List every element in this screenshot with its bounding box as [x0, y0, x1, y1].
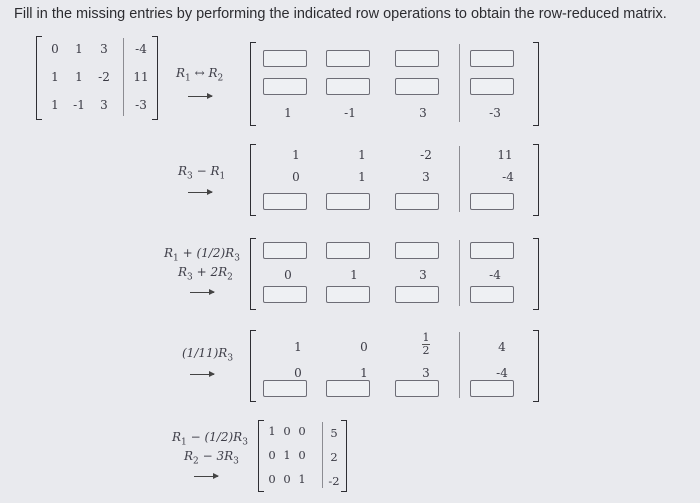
cell: -2 [98, 70, 110, 84]
augment-bar [459, 146, 460, 212]
cell: -4 [489, 268, 501, 282]
cell: -2 [420, 148, 432, 162]
cell: 0 [294, 366, 302, 380]
answer-box[interactable] [326, 50, 370, 67]
cell: 0 [292, 170, 300, 184]
left-bracket [250, 238, 256, 310]
answer-box[interactable] [470, 380, 514, 397]
answer-box[interactable] [470, 50, 514, 67]
answer-box[interactable] [263, 286, 307, 303]
arrow-icon [194, 476, 218, 477]
answer-box[interactable] [263, 193, 307, 210]
left-bracket [258, 420, 264, 492]
left-bracket [36, 36, 42, 120]
right-bracket [341, 420, 347, 492]
answer-box[interactable] [263, 380, 307, 397]
answer-box[interactable] [470, 242, 514, 259]
cell: 2 [330, 450, 338, 464]
answer-box[interactable] [326, 380, 370, 397]
cell: 1 [360, 366, 368, 380]
row-op-label: $(1/11)R_3$ [182, 346, 234, 364]
cell: 3 [422, 170, 430, 184]
cell: 11 [497, 148, 513, 162]
right-bracket [533, 42, 539, 126]
cell: 1 [75, 70, 83, 84]
answer-box[interactable] [470, 193, 514, 210]
cell: 4 [498, 340, 506, 354]
cell: -3 [135, 98, 147, 112]
cell: 1 [294, 340, 302, 354]
row-op-label: $R_3 + 2R_2$ [178, 265, 233, 283]
fraction-numerator: 1 [422, 331, 430, 344]
cell: -4 [496, 366, 508, 380]
cell: 1 [358, 148, 366, 162]
cell: 0 [298, 424, 306, 438]
cell: 1 [75, 42, 83, 56]
cell: 0 [268, 472, 276, 486]
cell: 3 [419, 268, 427, 282]
augment-bar [322, 422, 323, 488]
left-bracket [250, 42, 256, 126]
cell: -3 [489, 106, 501, 120]
cell: -1 [344, 106, 356, 120]
augment-bar [123, 38, 124, 116]
cell: 1 [283, 448, 291, 462]
cell: 3 [422, 366, 430, 380]
answer-box[interactable] [395, 380, 439, 397]
cell: 1 [358, 170, 366, 184]
cell: 1 [298, 472, 306, 486]
augment-bar [459, 332, 460, 398]
left-bracket [250, 330, 256, 402]
answer-box[interactable] [395, 50, 439, 67]
instruction-text: Fill in the missing entries by performing the indicated row operations to obtain the row-reduced matrix. [14, 6, 667, 22]
cell: 0 [284, 268, 292, 282]
augment-bar [459, 240, 460, 306]
answer-box[interactable] [263, 78, 307, 95]
right-bracket [533, 238, 539, 310]
answer-box[interactable] [263, 242, 307, 259]
answer-box[interactable] [326, 78, 370, 95]
answer-box[interactable] [395, 286, 439, 303]
cell: 1 [268, 424, 276, 438]
cell: 3 [419, 106, 427, 120]
answer-box[interactable] [395, 242, 439, 259]
cell: 1 [51, 70, 59, 84]
left-bracket [250, 144, 256, 216]
cell: 1 [350, 268, 358, 282]
answer-box[interactable] [395, 78, 439, 95]
cell: 1 [292, 148, 300, 162]
cell: 0 [360, 340, 368, 354]
arrow-icon [188, 192, 212, 193]
cell: 11 [133, 70, 149, 84]
answer-box[interactable] [326, 286, 370, 303]
answer-box[interactable] [326, 193, 370, 210]
cell: -1 [73, 98, 85, 112]
row-op-label: $R_1 + (1/2)R_3$ [164, 246, 240, 264]
cell: 0 [283, 424, 291, 438]
fraction-one-half [422, 332, 430, 357]
cell: -2 [328, 474, 340, 488]
cell: 3 [100, 98, 108, 112]
cell: 0 [51, 42, 59, 56]
right-bracket [152, 36, 158, 120]
right-bracket [533, 330, 539, 402]
cell: -4 [135, 42, 147, 56]
row-op-label: $R_2 - 3R_3$ [184, 449, 239, 467]
cell: -4 [502, 170, 514, 184]
arrow-icon [188, 96, 212, 97]
cell: 0 [268, 448, 276, 462]
answer-box[interactable] [395, 193, 439, 210]
answer-box[interactable] [470, 78, 514, 95]
answer-box[interactable] [263, 50, 307, 67]
cell: 5 [330, 426, 338, 440]
cell: 0 [283, 472, 291, 486]
fraction-denominator: 2 [422, 344, 430, 357]
cell: 0 [298, 448, 306, 462]
answer-box[interactable] [326, 242, 370, 259]
row-op-label: $R_3 - R_1$ [178, 164, 226, 182]
arrow-icon [190, 292, 214, 293]
right-bracket [533, 144, 539, 216]
row-op-label: $R_1 - (1/2)R_3$ [172, 430, 248, 448]
cell: 1 [284, 106, 292, 120]
cell: 1 [51, 98, 59, 112]
answer-box[interactable] [470, 286, 514, 303]
augment-bar [459, 44, 460, 122]
cell: 3 [100, 42, 108, 56]
arrow-icon [190, 374, 214, 375]
row-op-label: $R_1$ ↔ $R_2$ [176, 66, 224, 84]
